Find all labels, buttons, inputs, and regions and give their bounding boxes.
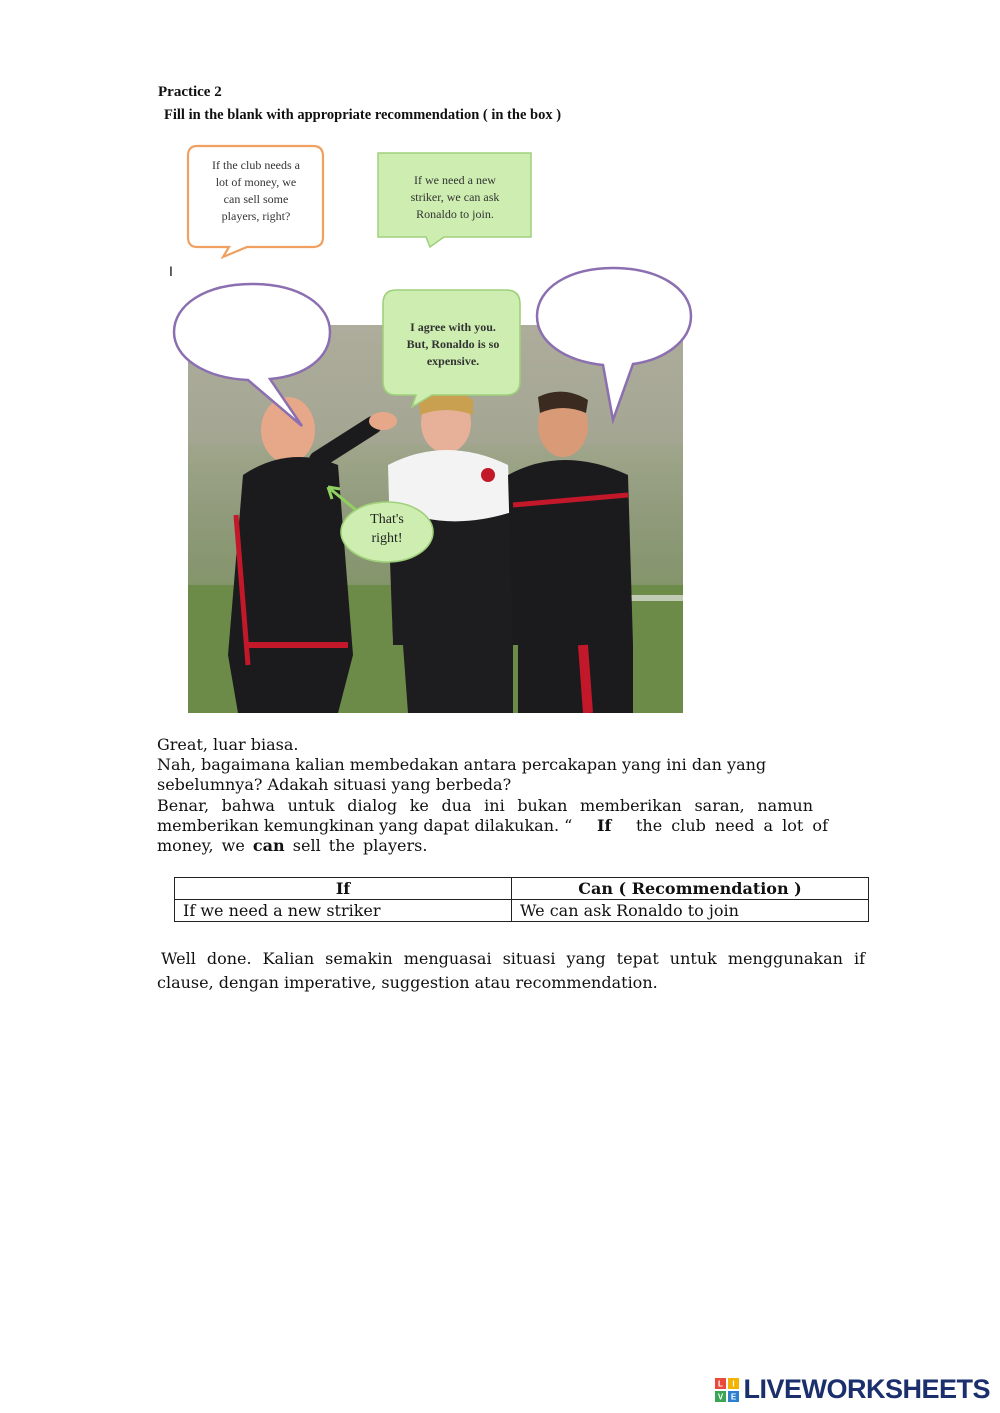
thats-right-text: That's right!	[370, 512, 404, 546]
paragraph-answer-line3	[157, 836, 427, 856]
table-header-if: If	[175, 878, 512, 900]
paragraph-question-line1: Nah, bagaimana kalian membedakan antara percakapan yang ini dan yang	[157, 755, 767, 774]
logo-badge-icon	[715, 1378, 739, 1402]
purple-speech-bubble-right	[533, 264, 698, 424]
liveworksheets-logo[interactable]	[715, 1374, 990, 1405]
purple-speech-bubble-left	[170, 280, 335, 430]
logo-badge-letter-e: E	[731, 1392, 737, 1401]
if-keyword: If	[596, 816, 612, 835]
answer-line3-start: money, we	[157, 836, 245, 855]
closing-line1: Well done. Kalian semakin menguasai situasi yang tepat untuk menggunakan if	[161, 949, 865, 968]
closing-line2: clause, dengan imperative, suggestion atau recommendation.	[157, 973, 658, 992]
paragraph-question-line2: sebelumnya? Adakah situasi yang berbeda?	[157, 775, 512, 794]
paragraph-answer-line2	[157, 816, 828, 836]
table-cell-if: If we need a new striker	[175, 900, 512, 922]
orange-bubble-text: If the club needs a lot of money, we can sell some players, right?	[212, 158, 300, 223]
answer-line2-end: the club need a lot of	[635, 816, 828, 835]
logo-badge-letter-i: I	[732, 1379, 736, 1388]
table-row	[175, 900, 869, 922]
answer-line3-end: sell the players.	[292, 836, 428, 855]
cursor-mark: I	[169, 263, 173, 279]
paragraph-answer-line1: Benar, bahwa untuk dialog ke dua ini bukan memberikan saran, namun	[157, 796, 813, 815]
answer-line2-start: memberikan kemungkinan yang dapat dilakukan. “	[157, 816, 573, 835]
table-header-can: Can ( Recommendation )	[512, 878, 869, 900]
green-bubble-text: If we need a new striker, we can ask Ronaldo to join.	[410, 173, 500, 221]
logo-text: LIVEWORKSHEETS	[743, 1374, 990, 1404]
instruction-text: Fill in the blank with appropriate recommendation ( in the box )	[164, 107, 562, 123]
if-can-table	[174, 877, 869, 922]
table-cell-can: We can ask Ronaldo to join	[512, 900, 869, 922]
logo-badge-letter-v: V	[718, 1392, 724, 1401]
logo-badge-letter-l: L	[718, 1379, 724, 1388]
table-header-row	[175, 878, 869, 900]
can-keyword: can	[252, 836, 285, 855]
paragraph-great: Great, luar biasa.	[157, 735, 299, 754]
practice-title: Practice 2	[158, 84, 222, 100]
agree-bubble-text: I agree with you. But, Ronaldo is so expensive.	[406, 320, 500, 368]
